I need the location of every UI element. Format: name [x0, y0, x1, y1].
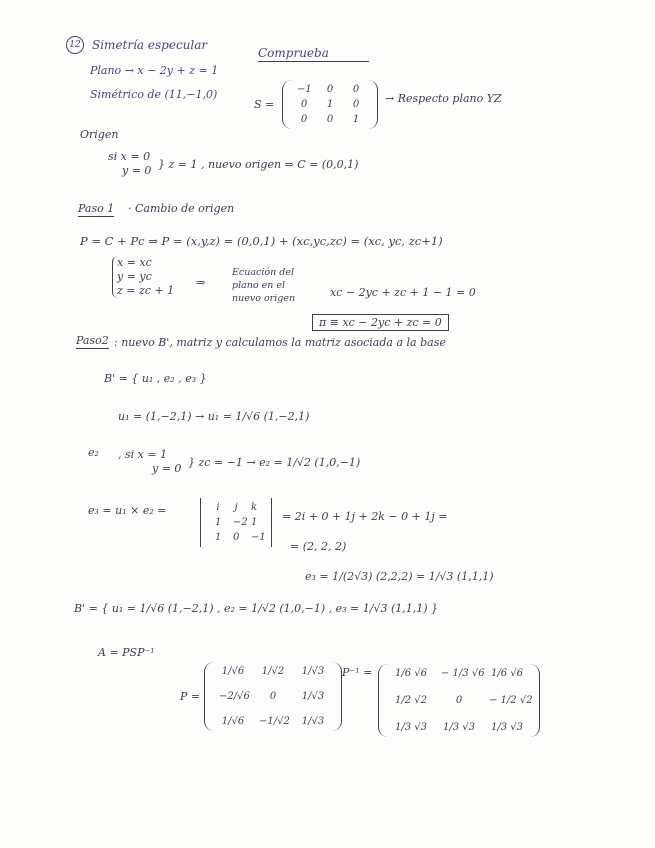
p-matrix: [204, 662, 342, 731]
det-cell: i: [216, 502, 220, 513]
matrix-cell: 1/6 √6: [490, 668, 523, 679]
system-row: y = yc: [117, 270, 152, 283]
matrix-cell: 1: [326, 99, 334, 110]
matrix-cell: 1/√3: [301, 691, 325, 702]
matrix-cell: 1/2 √2: [394, 695, 427, 706]
e2-label: e₂: [88, 446, 99, 459]
e3-vector: = (2, 2, 2): [290, 540, 347, 553]
matrix-cell: −1: [297, 84, 312, 95]
p-inverse-matrix: [378, 664, 540, 737]
matrix-cell: − 1/3 √6: [441, 668, 485, 679]
basis: B' = { u₁ , e₂ , e₃ }: [104, 372, 207, 385]
plane-note-line: Ecuación del: [232, 267, 294, 278]
system-row: x = xc: [117, 256, 152, 269]
origin-cond-x: si x = 0: [108, 150, 151, 163]
matrix-cell: 1/3 √3: [442, 722, 475, 733]
u1-vector: u₁ = (1,−2,1) → u₁ = 1/√6 (1,−2,1): [118, 410, 310, 423]
cross-product-determinant: [200, 498, 272, 547]
change-of-basis-formula: A = PSP⁻¹: [98, 646, 155, 659]
orthonormal-basis: B' = { u₁ = 1/√6 (1,−2,1) , e₂ = 1/√2 (1,0,−1) , e₃ = 1/√3 (1,1,1) }: [74, 602, 439, 615]
symmetric-point: Simétrico de (11,−1,0): [90, 88, 218, 101]
exercise-number: 12: [66, 36, 84, 54]
det-cell: 0: [233, 532, 240, 543]
matrix-cell: 1/√6: [221, 666, 245, 677]
p-inverse-label: P⁻¹ =: [342, 666, 373, 679]
origin-cond-y: y = 0: [122, 164, 152, 177]
e2-result: } zc = −1 → e₂ = 1/√2 (1,0,−1): [188, 456, 361, 469]
matrix-cell: − 1/2 √2: [489, 695, 533, 706]
p-matrix-label: P =: [180, 690, 201, 703]
e3-expansion: = 2i + 0 + 1j + 2k − 0 + 1j =: [282, 510, 448, 523]
system-row: z = zc + 1: [117, 284, 175, 297]
matrix-cell: 0: [269, 691, 277, 702]
origin-result: } z = 1 , nuevo origen ⇒ C = (0,0,1): [158, 158, 359, 171]
matrix-cell: 0: [352, 99, 360, 110]
matrix-cell: 0: [300, 114, 308, 125]
det-cell: −1: [251, 532, 266, 543]
e3-label: e₃ = u₁ × e₂ =: [88, 504, 167, 517]
det-cell: 1: [251, 517, 258, 528]
plane-equation: Plano → x − 2y + z = 1: [90, 64, 219, 77]
matrix-cell: 1/3 √3: [490, 722, 523, 733]
det-cell: 1: [215, 532, 222, 543]
matrix-cell: 1/3 √3: [394, 722, 427, 733]
s-matrix-note: → Respecto plano YZ: [385, 92, 502, 105]
s-matrix: [282, 80, 378, 129]
det-cell: j: [234, 502, 238, 513]
det-cell: 1: [215, 517, 222, 528]
plane-note-line: plano en el: [232, 280, 286, 291]
plane-new-origin: xc − 2yc + zc + 1 − 1 = 0: [330, 286, 476, 299]
matrix-cell: 1: [352, 114, 360, 125]
e2-cond-y: y = 0: [152, 462, 182, 475]
matrix-cell: 1/√3: [301, 666, 325, 677]
e3-normalized: e₃ = 1/(2√3) (2,2,2) = 1/√3 (1,1,1): [305, 570, 494, 583]
matrix-cell: 1/√6: [221, 716, 245, 727]
step2-title: Paso2: [76, 334, 109, 347]
plane-note-line: nuevo origen: [232, 293, 296, 304]
s-matrix-label: S =: [254, 98, 275, 111]
check-heading: Comprueba: [258, 46, 369, 62]
implies-arrow: ⇒: [196, 276, 206, 289]
e2-cond-x: , si x = 1: [118, 448, 168, 461]
matrix-cell: 1/6 √6: [394, 668, 427, 679]
step1-title: Paso 1: [78, 202, 115, 215]
matrix-cell: 1/√2: [261, 666, 285, 677]
det-cell: k: [251, 502, 258, 513]
step1-subtitle: · Cambio de origen: [128, 202, 235, 215]
plane-boxed: π ≡ xc − 2yc + zc = 0: [312, 314, 449, 331]
step1-equation: P = C + Pc ⇒ P = (x,y,z) = (0,0,1) + (xc,yc,zc) = (xc, yc, zc+1): [80, 234, 443, 248]
matrix-cell: 0: [326, 84, 334, 95]
matrix-cell: 1/√3: [301, 716, 325, 727]
matrix-cell: 0: [455, 695, 463, 706]
matrix-cell: 0: [352, 84, 360, 95]
matrix-cell: 0: [300, 99, 308, 110]
matrix-cell: −2/√6: [219, 691, 250, 702]
origin-label: Origen: [80, 128, 119, 141]
matrix-cell: 0: [326, 114, 334, 125]
matrix-cell: −1/√2: [259, 716, 290, 727]
exercise-title: Simetría especular: [92, 38, 208, 52]
step2-subtitle: : nuevo B', matriz y calculamos la matriz asociada a la base: [114, 336, 446, 349]
coordinate-system: [112, 256, 174, 298]
plane-note: [232, 266, 295, 305]
det-cell: −2: [233, 517, 248, 528]
